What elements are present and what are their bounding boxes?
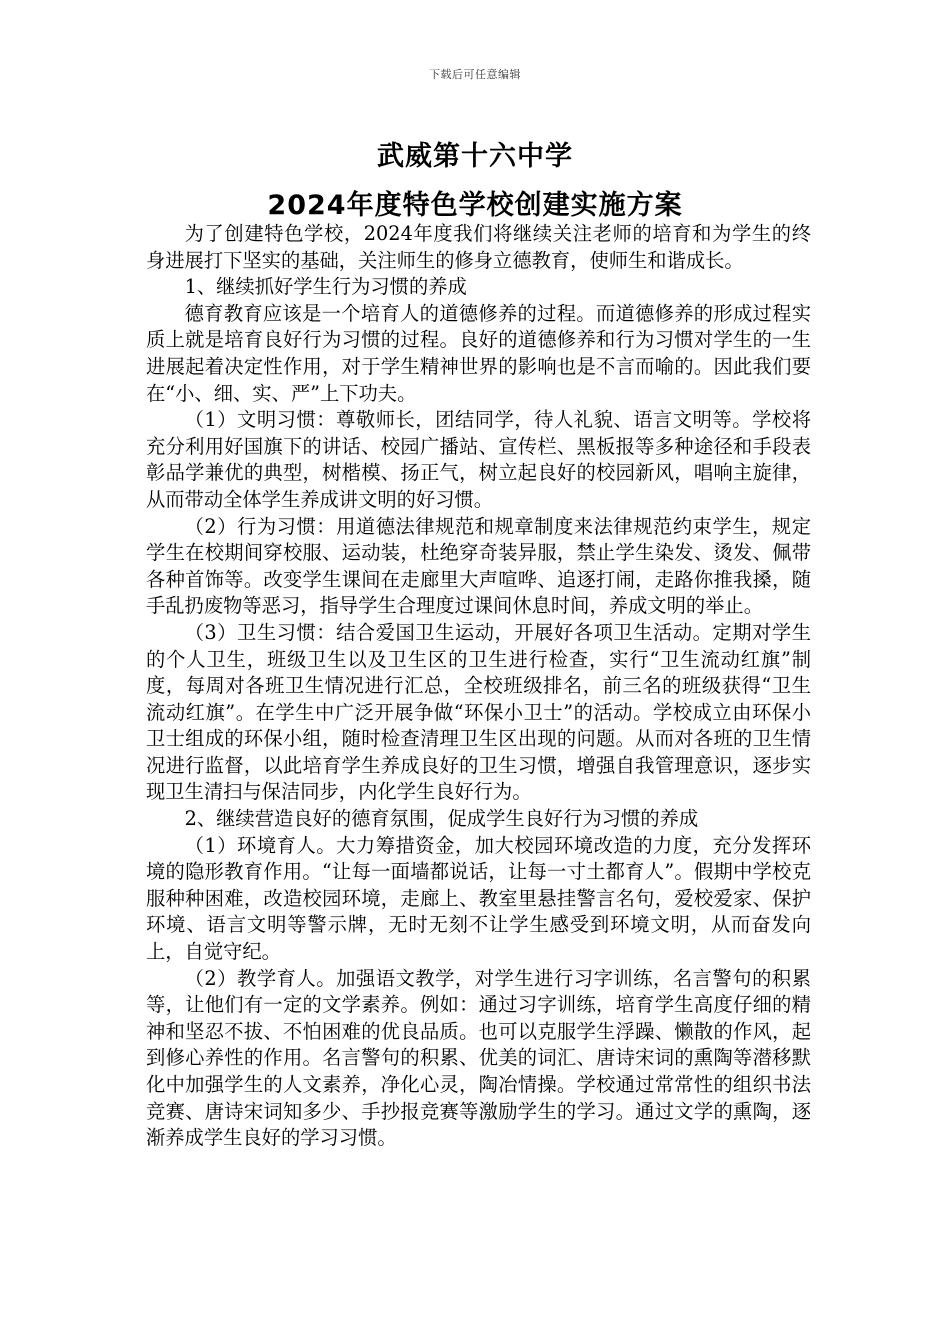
paragraph-behavior-habits: （2）行为习惯：用道德法律规范和规章制度来法律规范约束学生，规定学生在校期间穿校服、运动装，杜绝穿奇装异服，禁止学生染发、烫发、佩带各种首饰等。改变学生课间在走廊里大声喧哗、追逐打闹，走路你推我搡，随手乱扔废物等恶习，指导学生合理度过课间休息时间，养成文明的举止。: [146, 514, 811, 618]
paragraph: 德育教育应该是一个培育人的道德修养的过程。而道德修养的形成过程实质上就是培育良好行为习惯的过程。良好的道德修养和行为习惯对学生的一生进展起着决定性作用，对于学生精神世界的影响也是不言而喻的。因此我们要在“小、细、实、严”上下功夫。: [146, 301, 811, 405]
paragraph-hygiene-habits: （3）卫生习惯：结合爱国卫生运动，开展好各项卫生活动。定期对学生的个人卫生，班级卫生以及卫生区的卫生进行检查，实行“卫生流动红旗”制度，每周对各班卫生情况进行汇总，全校班级排名，前三名的班级获得“卫生流动红旗”。在学生中广泛开展争做“环保小卫士”的活动。学校成立由环保小卫士组成的环保小组，随时检查清理卫生区出现的问题。从而对各班的卫生情况进行监督，以此培育学生养成良好的卫生习惯，增强自我管理意识，逐步实现卫生清扫与保洁同步，内化学生良好行为。: [146, 620, 811, 804]
section-heading-2: 2、继续营造良好的德育氛围，促成学生良好行为习惯的养成: [184, 807, 699, 831]
header-note: 下载后可任意编辑: [429, 68, 521, 81]
document-body: [146, 221, 811, 1152]
section-heading-1: 1、继续抓好学生行为习惯的养成: [184, 275, 467, 299]
paragraph-intro: 为了创建特色学校，2024年度我们将继续关注老师的培育和为学生的终身进展打下坚实的基础，关注师生的修身立德教育，使师生和谐成长。: [146, 222, 811, 272]
paragraph-environment: （1）环境育人。大力筹措资金，加大校园环境改造的力度，充分发挥环境的隐形教育作用。“让每一面墙都说话，让每一寸土都育人”。假期中学校克服种种困难，改造校园环境，走廊上、教室里悬挂警言名句，爱校爱家、保护环境、语言文明等警示牌，无时无刻不让学生感受到环境文明，从而奋发向上，自觉守纪。: [146, 833, 811, 964]
document-title: 武威第十六中学: [377, 141, 573, 172]
paragraph-civility-habits: （1）文明习惯：尊敬师长，团结同学，待人礼貌、语言文明等。学校将充分利用好国旗下的讲话、校园广播站、宣传栏、黑板报等多种途径和手段表彰品学兼优的典型，树楷模、扬正气，树立起良好的校园新风，唱响主旋律，从而带动全体学生养成讲文明的好习惯。: [146, 408, 811, 511]
paragraph-teaching: （2）教学育人。加强语文教学，对学生进行习字训练，名言警句的积累等，让他们有一定的文学素养。例如：通过习字训练，培育学生高度仔细的精神和坚忍不拔、不怕困难的优良品质。也可以克服学生浮躁、懒散的作风，起到修心养性的作用。名言警句的积累、优美的词汇、唐诗宋词的熏陶等潜移默化中加强学生的人文素养，净化心灵，陶冶情操。学校通过常常性的组织书法竞赛、唐诗宋词知多少、手抄报竞赛等激励学生的学习。通过文学的熏陶，逐渐养成学生良好的学习习惯。: [146, 966, 811, 1150]
document-subtitle: 2024年度特色学校创建实施方案: [267, 190, 683, 221]
